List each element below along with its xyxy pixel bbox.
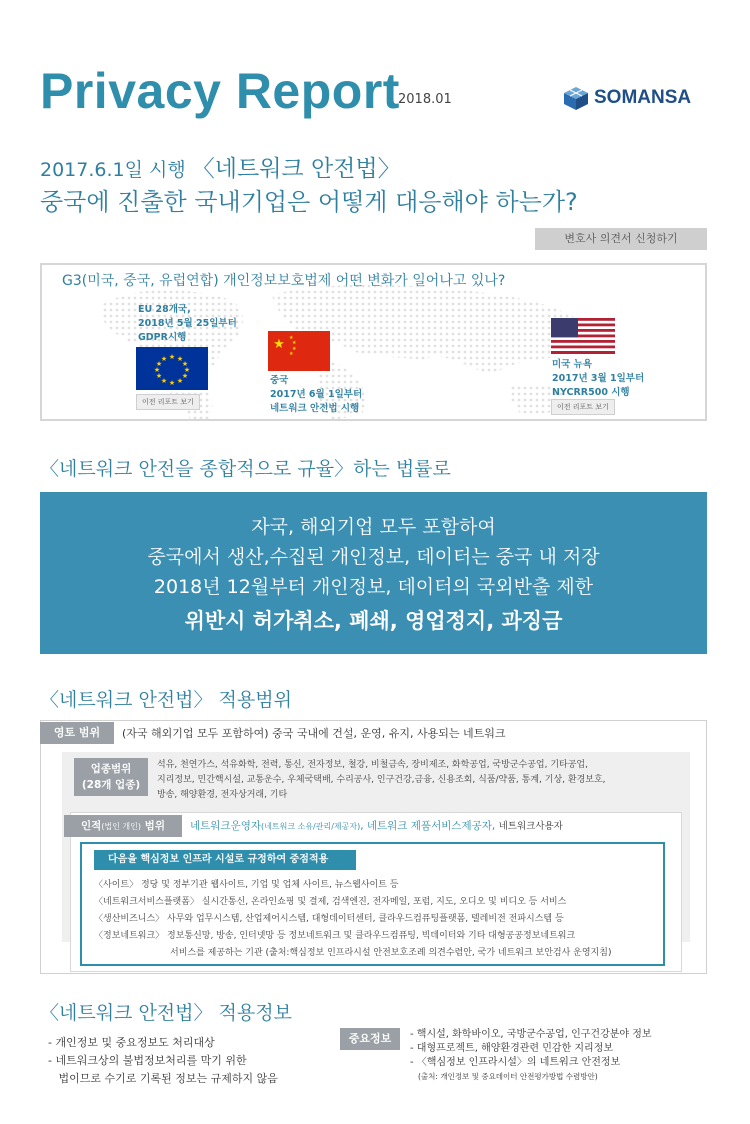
info-left-list	[48, 1034, 278, 1088]
china-caption-line: 중국	[270, 375, 289, 386]
us-previous-report-button[interactable]: 이전 리포트 보기	[551, 399, 615, 415]
us-flag-icon	[551, 318, 615, 354]
core-item: 〈생산비즈니스〉 사무와 업무시스템, 산업제어시스템, 대형데이터센터, 클라우드컴퓨팅플랫폼, 텔레비전 전파시스템 등	[94, 914, 564, 924]
svg-text:★: ★	[292, 346, 297, 352]
core-item-last: 서비스를 제공하는 기관 (출처:핵심정보 인프라시설 안전보호조례 의견수렴안, 국가 네트워크 보안검사 운영지침)	[170, 948, 612, 958]
svg-text:★: ★	[160, 355, 168, 363]
svg-text:★: ★	[273, 337, 285, 352]
important-item: - 핵시설, 화학바이오, 국방군수공업, 인구건강분야 정보	[410, 1029, 652, 1040]
report-title: Privacy Report	[40, 63, 400, 119]
person-tag	[64, 815, 182, 837]
svg-text:★: ★	[155, 372, 163, 380]
industry-list	[157, 758, 606, 803]
banner-line: 2018년 12월부터 개인정보, 데이터의 국외반출 제한	[153, 576, 594, 598]
territory-tag: 영토 범위	[40, 722, 114, 744]
regulation-heading: 〈네트워크 안전을 종합적으로 규율〉하는 법률로	[40, 458, 451, 480]
industry-tag-line: 업종범위	[90, 763, 132, 775]
eu-caption-line: 2018년 5월 25일부터	[138, 318, 237, 329]
person-tag-end: 범위	[141, 820, 165, 832]
industry-line: 방송, 해양환경, 전자상거래, 기타	[157, 790, 288, 800]
person-tag-sub: (법인 개인)	[101, 822, 142, 831]
svg-text:★: ★	[183, 366, 191, 374]
svg-text:★: ★	[155, 360, 163, 368]
banner-line: 중국에서 생산,수집된 개인정보, 데이터는 중국 내 저장	[147, 546, 600, 568]
banner-line: 자국, 해외기업 모두 포함하여	[251, 516, 496, 538]
territory-text: (자국 해외기업 모두 포함하여) 중국 국내에 건설, 운영, 유지, 사용되는 네트워크	[122, 727, 506, 740]
important-item: - 대형프로젝트, 해양환경관련 민감한 지리정보	[410, 1043, 614, 1054]
core-infrastructure-bar: 다음을 핵심정보 인프라 시설로 규정하여 중점적용	[94, 850, 356, 870]
eu-previous-report-button[interactable]: 이전 리포트 보기	[136, 394, 200, 410]
person-tag-main: 인적	[81, 820, 102, 832]
industry-tag-line: (28개 업종)	[81, 779, 141, 791]
china-caption-line: 네트워크 안전법 시행	[270, 403, 360, 414]
china-caption	[270, 374, 362, 416]
person-operator: 네트워크운영자	[190, 820, 262, 832]
g3-question: G3(미국, 중국, 유럽연합) 개인정보보호법제 어떤 변화가 일어나고 있나?	[62, 273, 506, 289]
person-operator-note: (네트워크 소유/관리/제공자)	[261, 822, 361, 831]
headline-date: 2017.6.1일 시행	[40, 159, 186, 181]
important-item: - 〈핵심정보 인프라시설〉의 네트워크 안전정보	[410, 1057, 621, 1068]
svg-text:★: ★	[160, 377, 168, 385]
svg-text:★: ★	[181, 360, 189, 368]
svg-text:★: ★	[289, 351, 294, 357]
svg-text:★: ★	[181, 372, 189, 380]
eu-caption-line: GDPR시행	[138, 332, 187, 343]
person-provider: , 네트워크 제품서비스제공자,	[360, 820, 496, 832]
logo-text: SOMANSA	[594, 87, 692, 108]
headline-law: 〈네트워크 안전법〉	[191, 156, 401, 182]
scope-heading: 〈네트워크 안전법〉 적용범위	[40, 689, 292, 711]
cube-logo-icon	[562, 85, 590, 111]
important-info-tag: 중요정보	[340, 1028, 400, 1050]
person-scope-text	[190, 818, 563, 833]
industry-line: 석유, 천연가스, 석유화학, 전력, 통신, 전자정보, 철강, 비철금속, 장비제조, 화학공업, 국방군수공업, 기타공업,	[157, 760, 588, 770]
person-user: 네트워크사용자	[498, 821, 563, 832]
svg-text:★: ★	[292, 340, 297, 346]
industry-line: 지리정보, 민간핵시설, 교통운수, 우체국택배, 수리공사, 인구건강,금융, 신용조회, 식품/약품, 통계, 기상, 환경보호,	[157, 775, 606, 785]
svg-text:★: ★	[176, 377, 184, 385]
us-caption-line: 2017년 3월 1일부터	[552, 373, 645, 384]
eu-caption-line: EU 28개국,	[138, 304, 191, 315]
important-info-list	[410, 1028, 652, 1084]
svg-text:★: ★	[168, 379, 176, 387]
svg-text:★: ★	[153, 366, 161, 374]
industry-tag	[74, 758, 148, 796]
info-left-item: - 네트워크상의 불법정보처리를 막기 위한	[48, 1054, 247, 1067]
eu-caption	[138, 303, 237, 345]
china-flag-icon	[268, 331, 330, 371]
info-heading: 〈네트워크 안전법〉 적용정보	[40, 1002, 292, 1024]
core-item: 〈정보네트워크〉 정보통신망, 방송, 인터넷망 등 정보네트워크 및 클라우드컴퓨팅, 빅데이터와 기타 대형공공정보네트워크	[94, 931, 576, 941]
info-left-item: 법이므로 수기로 기록된 정보는 규제하지 않음	[48, 1072, 278, 1085]
eu-flag-icon	[136, 347, 208, 390]
china-caption-line: 2017년 6월 1일부터	[270, 389, 363, 400]
svg-text:★: ★	[168, 353, 176, 361]
somansa-logo	[562, 85, 691, 111]
svg-text:★: ★	[176, 355, 184, 363]
regulation-banner	[40, 492, 707, 654]
svg-text:★: ★	[289, 335, 294, 341]
banner-penalty-line: 위반시 허가취소, 폐쇄, 영업정지, 과징금	[184, 609, 563, 633]
core-items	[94, 877, 611, 962]
us-caption-line: 미국 뉴욕	[552, 359, 593, 370]
lawyer-opinion-request-button[interactable]: 변호사 의견서 신청하기	[535, 228, 707, 250]
core-item: 〈네트워크서비스플랫폼〉 실시간통신, 온라인쇼핑 및 결제, 검색엔진, 전자메일, 포럼, 지도, 오디오 및 비디오 등 서비스	[94, 897, 567, 907]
important-source: (출처: 개인정보 및 중요데이터 안전평가방법 수렴방안)	[418, 1072, 598, 1081]
report-date: 2018.01	[398, 92, 452, 107]
core-item: 〈사이트〉 정당 및 정부기관 웹사이트, 기업 및 업체 사이트, 뉴스웹사이트 등	[94, 880, 399, 890]
info-left-item: - 개인정보 및 중요정보도 처리대상	[48, 1036, 215, 1049]
us-caption	[552, 358, 644, 400]
us-caption-line: NYCRR500 시행	[552, 387, 630, 398]
headline-line1	[40, 150, 401, 183]
headline-line2: 중국에 진출한 국내기업은 어떻게 대응해야 하는가?	[40, 188, 578, 216]
